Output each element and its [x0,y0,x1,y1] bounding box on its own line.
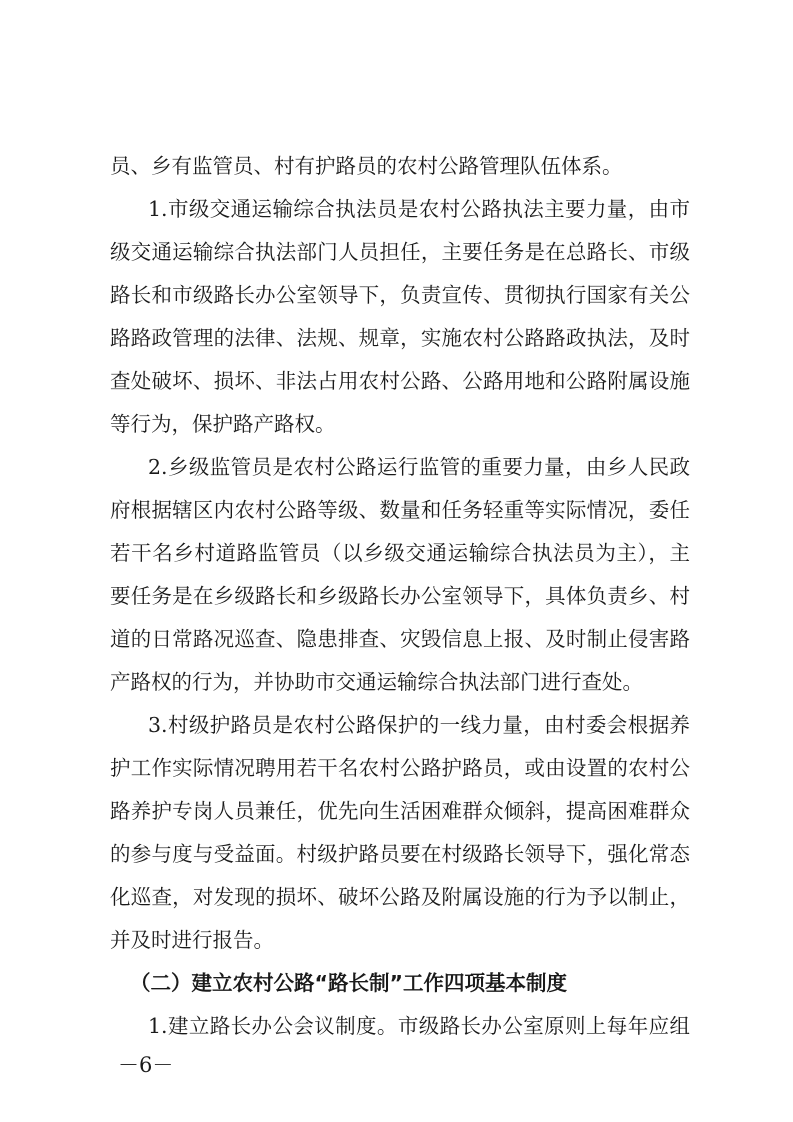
body-text-line: 府根据辖区内农村公路等级、数量和任务轻重等实际情况，委任 [110,498,690,522]
body-text-line: 2.乡级监管员是农村公路运行监管的重要力量，由乡人民政 [148,455,690,479]
body-text-line: 级交通运输综合执法部门人员担任，主要任务是在总路长、市级 [110,240,690,264]
body-text-line: 3.村级护路员是农村公路保护的一线力量，由村委会根据养 [148,713,690,737]
body-text-line: 道的日常路况巡查、隐患排查、灾毁信息上报、及时制止侵害路 [110,627,690,651]
page-number: －6－ [118,1053,174,1077]
body-text-line: 化巡查，对发现的损坏、破坏公路及附属设施的行为予以制止， [110,885,690,909]
body-text-line: 的参与度与受益面。村级护路员要在村级路长领导下，强化常态 [110,842,690,866]
body-text-line: 若干名乡村道路监管员（以乡级交通运输综合执法员为主），主 [110,541,690,565]
body-text-line: 等行为，保护路产路权。 [110,412,336,436]
section-heading: （二）建立农村公路“路长制”工作四项基本制度 [130,971,567,995]
body-text-line: 路路政管理的法律、法规、规章，实施农村公路路政执法，及时 [110,326,690,350]
body-text-line: 1.市级交通运输综合执法员是农村公路执法主要力量，由市 [148,197,690,221]
body-text-line: 要任务是在乡级路长和乡级路长办公室领导下，具体负责乡、村 [110,584,690,608]
body-text-line: 护工作实际情况聘用若干名农村公路护路员，或由设置的农村公 [110,756,690,780]
body-text-line: 产路权的行为，并协助市交通运输综合执法部门进行查处。 [110,670,643,694]
body-text-line: 路养护专岗人员兼任，优先向生活困难群众倾斜，提高困难群众 [110,799,690,823]
body-text-line: 查处破坏、损坏、非法占用农村公路、公路用地和公路附属设施 [110,369,690,393]
body-text-line: 1.建立路长办公会议制度。市级路长办公室原则上每年应组 [148,1014,690,1038]
body-text-line: 员、乡有监管员、村有护路员的农村公路管理队伍体系。 [110,154,623,178]
body-text-line: 路长和市级路长办公室领导下，负责宣传、贯彻执行国家有关公 [110,283,690,307]
body-text-line: 并及时进行报告。 [110,928,274,952]
